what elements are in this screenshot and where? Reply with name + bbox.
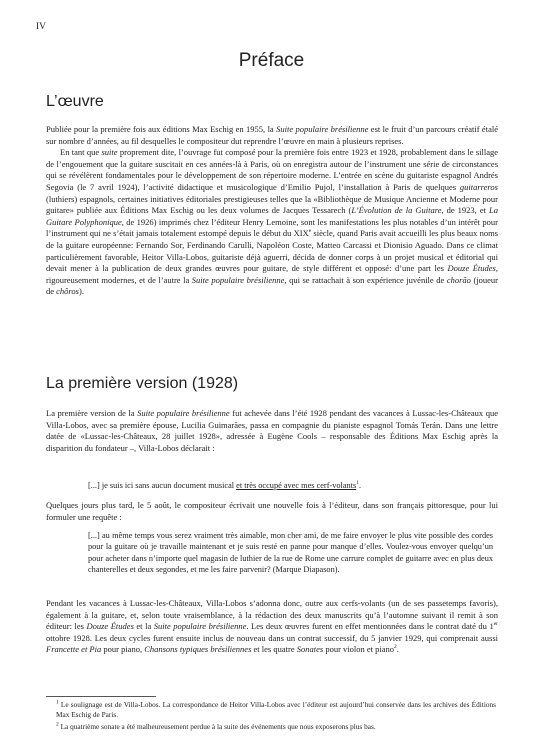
italic-text: Douze Études — [447, 263, 496, 274]
paragraph — [46, 147, 498, 298]
text-run: pour piano, — [101, 644, 145, 655]
text-run: Quelques jours plus tard, le 5 août, le compositeur écrivait une nouvelle fois à l’éditeur, dans son français pittoresque, pour lui formuler une requête : — [46, 500, 498, 522]
italic-text: Suite populaire brésilienne — [276, 124, 369, 134]
text-run: . — [358, 481, 362, 490]
paragraph — [46, 500, 498, 523]
superscript: 1 — [356, 480, 359, 487]
text-run: Pendant les vacances à Lussac-les-Châteaux, Villa-Lobos s’adonna donc, outre aux cerfs-volants (un de ses passetemps favoris), également à la guitare, et, selon toute vraisemblance, à la rédaction des deux manuscrits qu’à l’automne suivant il remit à son éditeur: les — [46, 598, 498, 632]
superscript: er — [493, 621, 498, 628]
italic-text: Chansons typiques brésiliennes — [144, 644, 252, 655]
text-run: Publiée pour la première fois aux éditions Max Eschig en 1955, la — [46, 124, 277, 134]
footnote-1 — [56, 700, 496, 720]
footnote-2 — [56, 722, 496, 732]
text-run: [...] je suis ici sans aucun document musical — [88, 481, 237, 490]
page-title: Préface — [238, 50, 305, 71]
text-run: (joueur de — [46, 274, 498, 297]
italic-text: suite — [101, 147, 118, 158]
italic-text: Suite populaire brésilienne — [137, 408, 230, 418]
text-run: , rigoureusement modernes, et de l’autre la — [46, 263, 498, 285]
text-run: pour violon et piano — [323, 644, 395, 655]
italic-text: Suite populaire brésilienne — [191, 274, 285, 285]
block-quote — [88, 530, 493, 576]
text-run: (luthiers) espagnols, certaines initiatives éditoriales prestigieuses telles que la «Bibliothèque de Musique Ancienne et Moderne pour guitare» publiée aux Éditions Max Eschig ou les deux volumes de Jacques Tessarech ( — [46, 193, 498, 216]
text-run: est le fruit d’un parcours créatif étalé sur nombre d’années, au fil desquelles le compositeur dut reprendre l’œuvre en main à plusieurs reprises. — [46, 124, 498, 146]
italic-text: Sonates — [296, 644, 324, 655]
text-run: et la — [133, 621, 154, 632]
italic-text: chorão — [446, 274, 471, 285]
italic-text: La Guitare Polyphonique — [46, 205, 498, 227]
page-number: IV — [36, 22, 47, 32]
italic-text: chôros — [56, 286, 79, 297]
superscript: 2 — [56, 721, 59, 728]
text-run: et les quatre — [251, 644, 297, 655]
text-run: , de 1926) imprimés chez l’éditeur Henry Lemoine, sont les manifestations les plus notables d’un intérêt pour l’instrument qui ne s’était jamais totalement estompé depuis le début du XIX — [46, 216, 498, 239]
text-run: En tant que — [60, 147, 102, 158]
text-run: siècle, quand Paris avait accueilli les plus beaux noms de la guitare européenne: Fernando Sor, Ferdinando Carulli, Napoléon Coste, Matteo Carcassi et Dionisio Aguado. Dans ce climat particulièrement favorable, Heitor Villa-Lobos, guitariste déjà aguerri, décida de donner corps à un projet musical et éditorial qui devait mener à la publication de deux grandes œuvres pour guitare, de style différent et opposé: d’une part les — [46, 228, 498, 274]
paragraph — [46, 598, 498, 656]
italic-text: Francette et Pia — [46, 644, 102, 655]
text-run: . Les deux œuvres furent en effet mentionnées dans le contrat daté du 1 — [246, 621, 494, 632]
section-body-oeuvre — [46, 124, 498, 298]
italic-text: guitarreros — [459, 181, 498, 192]
text-run: ottobre 1928. Les deux cycles furent ensuite inclus de nouveau dans un contrat successif, du 5 janvier 1929, qui comprenait aussi — [46, 632, 498, 643]
italic-text: Suite populaire brésilienne — [153, 621, 247, 632]
italic-text: L’Évolution de la Guitare — [351, 205, 442, 216]
underlined-text: et très occupé avec mes cerf-volants — [236, 481, 357, 490]
text-run: proprement dite, l’ouvrage fut composé pour la première fois entre 1923 et 1928, probablement dans le sillage de l’engouement que la guitare suscitait en ces années-là à Paris, où on enregistra autour de l’instrument une série de circonstances qui se révélèrent fondamentales pour le développement de son répertoire moderne. L’entrée en scène du guitariste espagnol Andrés Segovia (le 7 avril 1924), l’activité didactique et musicologique d’Emilio Pujol, l’installation à Paris de quelques — [46, 147, 499, 192]
text-run: La quatrième sonate a été malheureusement perdue à la suite des événements que nous exposerons plus bas. — [58, 722, 376, 731]
paragraph — [46, 408, 498, 454]
text-run: ). — [78, 286, 84, 297]
text-run: La première version de la — [46, 408, 138, 418]
text-run: [...] au même temps vous serez vraiment très aimable, mon cher ami, de me faire envoyer le plus vite possible des cordes pour la guitare où je travaille maintenant et je suis resté en panne pour manque d’elles. Voulez-vous envoyer quelqu’un pour acheter dans n’importe quel magasin de luthier de la rue de Rome une carrure complet de guitarre avec en plus deux chanterelles et deux segondes, et me les faire parvenir? (Marque Diapason). — [88, 531, 493, 575]
superscript: 1 — [56, 699, 59, 706]
section-heading-oeuvre: L’œuvre — [46, 93, 104, 110]
paragraph — [46, 124, 498, 147]
text-run: , de 1923, et — [441, 205, 490, 216]
text-run: Le soulignage est de Villa-Lobos. La correspondance de Heitor Villa-Lobos avec l’éditeur est aujourd’hui conservée dans les archives des Éditions Max Eschig de Paris. — [56, 700, 496, 719]
italic-text: Douze Études — [86, 621, 134, 632]
superscript: e — [308, 228, 312, 235]
text-run: . — [396, 644, 399, 655]
footnote-rule — [46, 696, 156, 697]
superscript: 2 — [394, 644, 397, 651]
section-heading-premiere-version: La première version (1928) — [46, 375, 239, 392]
text-run: fut achevée dans l’été 1928 pendant des vacances à Lussac-les-Châteaux que Villa-Lobos, avec sa première épouse, Lucilia Guimarães, passa en compagnie du pianiste espagnol Tomás Terán. Dans une lettre datée de «Lussac-les-Châteaux, 28 juillet 1928», adressée à Eugène Cools – responsable des Éditions Max Eschig après la disparition du fondateur –, Villa-Lobos déclarait : — [46, 408, 498, 453]
block-quote — [88, 480, 493, 491]
text-run: , qui se rattachait à son expérience juvénile de — [284, 274, 447, 285]
